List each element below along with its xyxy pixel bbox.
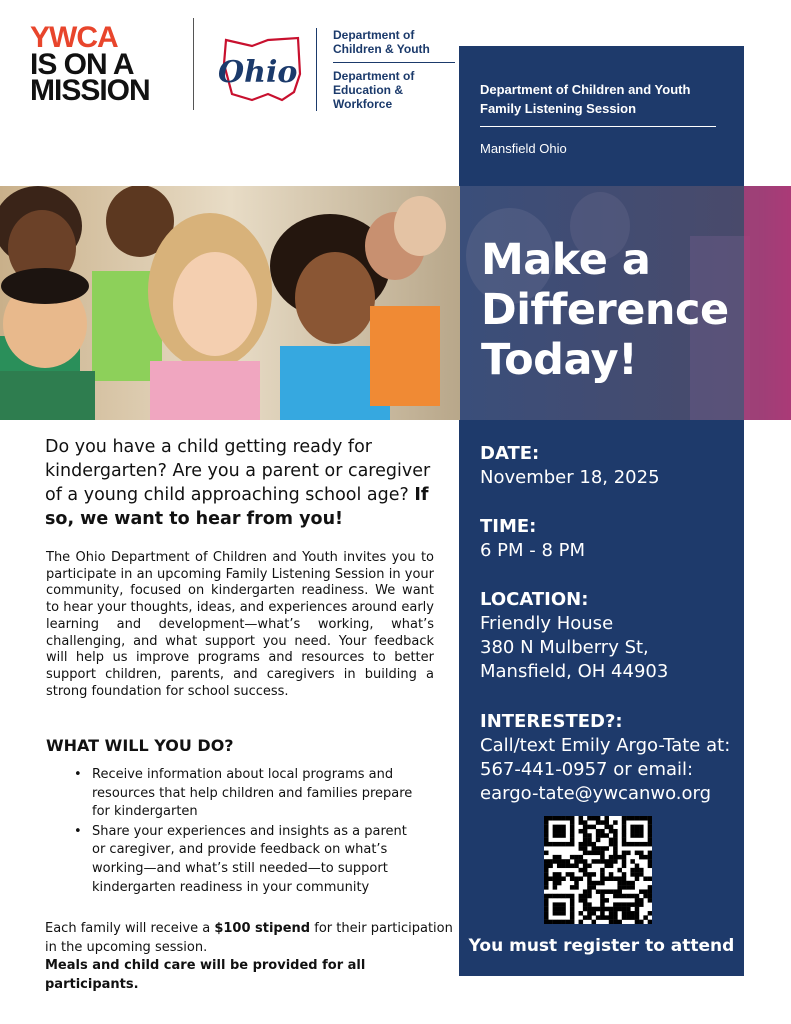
bullet-icon: •	[74, 767, 82, 782]
session-title: Department of Children and Youth Family Listening Session	[480, 82, 691, 116]
ohio-logo	[212, 34, 308, 104]
intro-emphasis: If so, we want to hear from you!	[45, 485, 429, 529]
headline-line-2: Difference	[481, 285, 729, 335]
intro-question	[45, 435, 440, 531]
dept-education-workforce: Department of Education & Workforce	[333, 69, 415, 111]
dept-separator	[333, 62, 455, 63]
stipend-amount: $100 stipend	[214, 921, 311, 936]
session-city: Mansfield Ohio	[480, 141, 567, 156]
event-details-panel	[459, 420, 744, 976]
department-names	[316, 28, 455, 111]
register-notice: You must register to attend	[468, 936, 735, 956]
location-label: LOCATION:	[480, 589, 589, 610]
stipend-notice	[45, 920, 455, 994]
time-label: TIME:	[480, 516, 537, 537]
headline-line-1: Make a	[481, 235, 651, 285]
ywca-line1: IS ON A	[30, 48, 134, 81]
list-item	[74, 823, 419, 897]
interested-block	[480, 710, 740, 806]
ywca-logo	[30, 21, 180, 107]
list-item	[74, 766, 419, 822]
registration-qr-code[interactable]	[544, 816, 652, 924]
intro-question-text: Do you have a child getting ready for kindergarten? Are you a parent or caregiver of a young child approaching school age?	[45, 437, 431, 505]
stipend-suffix: for their participation in the upcoming session.	[45, 921, 453, 955]
qr-code-icon	[544, 816, 652, 924]
time-block	[480, 515, 740, 563]
headline-line-3: Today!	[481, 335, 638, 385]
interested-contact: Call/text Emily Argo-Tate at: 567-441-0957 or email: eargo-tate@ywcanwo.org	[480, 735, 731, 804]
header-divider	[193, 18, 194, 110]
ywca-brand: YWCA	[30, 21, 118, 54]
location-address: 380 N Mulberry St, Mansfield, OH 44903	[480, 637, 669, 682]
date-value: November 18, 2025	[480, 467, 660, 488]
session-rule	[480, 126, 716, 127]
interested-label: INTERESTED?:	[480, 711, 623, 732]
meals-childcare-note: Meals and child care will be provided for all participants.	[45, 958, 366, 992]
what-will-you-do-heading: WHAT WILL YOU DO?	[46, 736, 234, 755]
session-header-panel	[459, 46, 744, 186]
location-block	[480, 588, 740, 684]
list-item-text: Share your experiences and insights as a parent or caregiver, and provide feedback on what’s working—and what’s still needed—to support kindergarten readiness in your community	[92, 823, 407, 895]
bullet-icon: •	[74, 823, 82, 839]
dept-children-youth: Department of Children & Youth	[333, 28, 430, 56]
time-value: 6 PM - 8 PM	[480, 540, 586, 561]
list-item-text: Receive information about local programs and resources that help children and families prepare for kindergarten	[92, 767, 413, 820]
what-will-you-do-list	[74, 766, 419, 898]
body-paragraph: The Ohio Department of Children and Youth invites you to participate in an upcoming Family Listening Session in your community, focused on kindergarten readiness. We want to hear your thoughts, ideas, and experiences around early learning and development—what’s working, what’s challenging, and what support you need. Your feedback will help us improve programs and resources to better support children, parents, and caregivers in building a strong foundation for school success.	[46, 550, 434, 699]
ohio-logo-text: Ohio	[218, 55, 298, 90]
date-label: DATE:	[480, 443, 540, 464]
date-block	[480, 442, 740, 490]
ywca-line2: MISSION	[30, 74, 150, 107]
location-name: Friendly House	[480, 613, 614, 634]
stipend-prefix: Each family will receive a	[45, 921, 211, 936]
headline	[481, 235, 751, 385]
